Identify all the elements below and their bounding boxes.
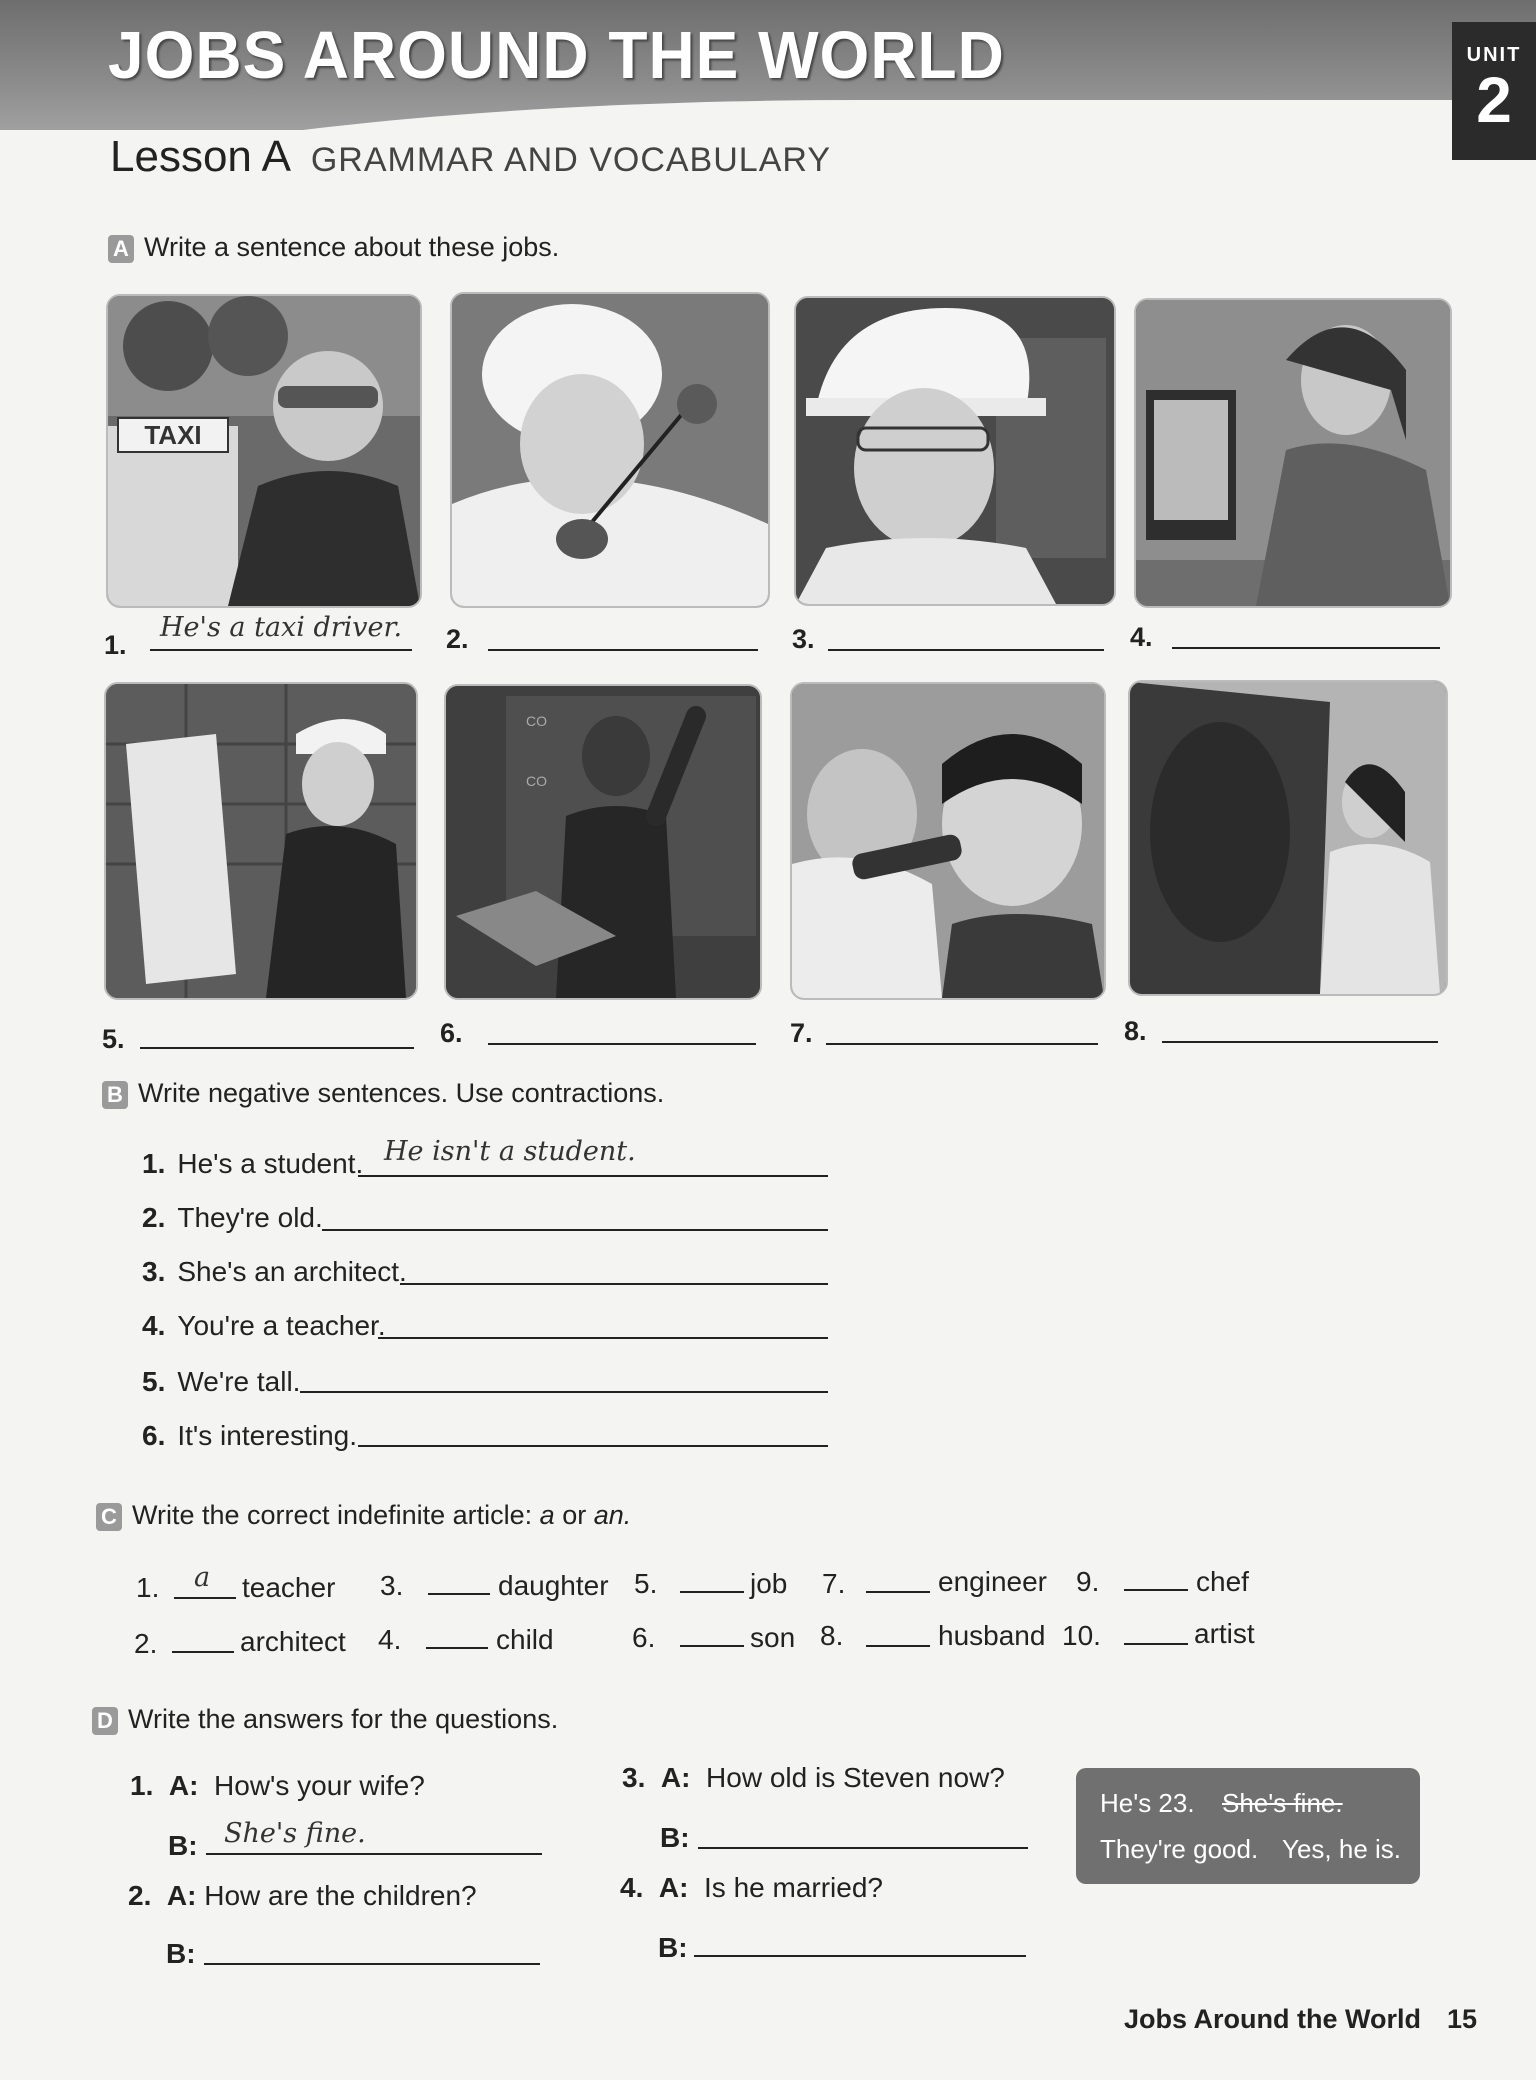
b-item-6-line[interactable] [358, 1444, 828, 1447]
b-item-5-number: 5. [142, 1366, 166, 1397]
a-item-1-line[interactable] [150, 648, 412, 651]
section-b-heading [102, 1078, 664, 1109]
c-item-4-line[interactable] [426, 1646, 488, 1649]
a-item-4-number: 4. [1130, 622, 1153, 652]
c-item-1-line[interactable] [174, 1596, 236, 1599]
b-item-3-number: 3. [142, 1256, 166, 1287]
c-item-1-answer[interactable]: a [194, 1562, 211, 1593]
d-item-3-question-text: How old is Steven now? [706, 1762, 1005, 1793]
artist-photo [1128, 680, 1448, 996]
b-item-3-prompt: She's an architect. [177, 1256, 407, 1287]
d-item-1-a-label: A: [168, 1770, 199, 1801]
b-item-4-prompt: You're a teacher. [177, 1310, 386, 1341]
c-item-9-number: 9. [1076, 1566, 1100, 1597]
page-footer [1124, 2004, 1477, 2035]
d-item-2-line[interactable] [204, 1962, 540, 1965]
c-item-3-line[interactable] [428, 1592, 490, 1595]
a-item-2-line[interactable] [488, 648, 758, 651]
section-c-heading [96, 1500, 631, 1531]
d-item-3-a-label: A: [660, 1762, 691, 1793]
c-item-2-number: 2. [134, 1628, 158, 1659]
a-item-1-number: 1. [104, 630, 127, 660]
doctor-photo [790, 682, 1106, 1000]
c-item-10-number: 10. [1062, 1620, 1101, 1651]
page-number: 15 [1447, 2004, 1478, 2034]
b-item-5 [142, 1366, 300, 1398]
d-item-4-a-label: A: [658, 1872, 689, 1903]
d-item-1-b: B: [168, 1830, 198, 1861]
section-d-badge: D [92, 1707, 118, 1735]
d-item-2-question [128, 1880, 477, 1912]
b-item-5-line[interactable] [300, 1390, 828, 1393]
b-item-6 [142, 1420, 357, 1452]
c-item-7-line[interactable] [866, 1590, 930, 1593]
d-item-2-number: 2. [128, 1880, 152, 1911]
b-item-2 [142, 1202, 323, 1234]
lesson-heading [110, 132, 831, 182]
unit-number: 2 [1476, 64, 1512, 136]
d-item-1-number: 1. [130, 1770, 154, 1801]
d-item-2-a-label: A: [166, 1880, 197, 1911]
taxi-driver-photo [106, 294, 422, 608]
section-b-badge: B [102, 1081, 128, 1109]
a-item-1-answer[interactable]: He's a taxi driver. [160, 612, 403, 643]
d-item-1-line[interactable] [206, 1852, 542, 1855]
b-item-1 [142, 1148, 363, 1180]
a-item-3-line[interactable] [828, 648, 1104, 651]
c-item-5-word: job [750, 1568, 788, 1599]
a-item-8-number: 8. [1124, 1016, 1147, 1046]
section-d-heading [92, 1704, 558, 1735]
d-item-1-answer[interactable]: She's fine. [224, 1818, 366, 1849]
section-c-or: or [554, 1500, 594, 1530]
a-item-7-line[interactable] [826, 1042, 1098, 1045]
section-c-option-a: a [539, 1500, 555, 1530]
d-item-3-number: 3. [622, 1762, 646, 1793]
b-item-6-number: 6. [142, 1420, 166, 1451]
c-item-9-line[interactable] [1124, 1588, 1188, 1591]
unit-badge [1452, 22, 1536, 160]
lesson-subtitle: GRAMMAR AND VOCABULARY [310, 141, 831, 179]
c-item-2-word: architect [240, 1626, 346, 1657]
d-item-4-question [620, 1872, 883, 1904]
c-item-6-number: 6. [632, 1622, 656, 1653]
a-item-5-number: 5. [102, 1024, 125, 1054]
d-item-2-b-label [166, 1938, 196, 1970]
architect-photo [104, 682, 418, 1000]
a-item-3-number: 3. [792, 624, 815, 654]
c-item-1-number: 1. [136, 1572, 160, 1603]
b-item-4-line[interactable] [378, 1336, 828, 1339]
c-item-7-word: engineer [938, 1566, 1047, 1597]
b-item-5-prompt: We're tall. [177, 1366, 301, 1397]
word-box-option-4: Yes, he is. [1282, 1834, 1402, 1864]
a-item-5-line[interactable] [140, 1046, 414, 1049]
d-item-3-question [622, 1762, 1005, 1794]
teacher-photo [444, 684, 762, 1000]
a-item-7-number: 7. [790, 1018, 813, 1048]
lesson-name: Lesson A [110, 132, 289, 181]
b-item-1-prompt: He's a student. [177, 1148, 364, 1179]
a-item-4-line[interactable] [1172, 646, 1440, 649]
d-item-4-b-label [658, 1932, 688, 1964]
c-item-8-number: 8. [820, 1620, 844, 1651]
b-item-4 [142, 1310, 386, 1342]
c-item-4-word: child [496, 1624, 554, 1655]
c-item-3-number: 3. [380, 1570, 404, 1601]
d-item-1-question-text: How's your wife? [214, 1770, 425, 1801]
a-item-6-number: 6. [440, 1018, 463, 1048]
b-item-1-line[interactable] [358, 1174, 828, 1177]
section-b-instruction: Write negative sentences. Use contractions. [138, 1078, 665, 1108]
office-worker-photo [1134, 298, 1452, 608]
c-item-3-word: daughter [498, 1570, 609, 1601]
c-item-5-number: 5. [634, 1568, 658, 1599]
c-item-4-number: 4. [378, 1624, 402, 1655]
chef-photo [450, 292, 770, 608]
b-item-2-line[interactable] [322, 1228, 828, 1231]
a-item-6-line[interactable] [488, 1042, 756, 1045]
svg-text:CO: CO [526, 773, 547, 789]
d-item-4-line[interactable] [694, 1954, 1026, 1957]
section-c-option-an: an. [593, 1500, 632, 1530]
section-a-badge: A [108, 235, 134, 263]
c-item-5-line[interactable] [680, 1590, 744, 1593]
b-item-2-number: 2. [142, 1202, 166, 1233]
b-item-1-answer[interactable]: He isn't a student. [384, 1136, 636, 1167]
d-item-3-b: B: [660, 1822, 690, 1853]
c-item-1-word: teacher [242, 1572, 336, 1603]
page-title: JOBS AROUND THE WORLD [108, 17, 1005, 93]
c-item-6-word: son [750, 1622, 796, 1653]
d-item-1-b-label [168, 1830, 198, 1862]
c-item-10-word: artist [1194, 1618, 1255, 1649]
a-item-8-line[interactable] [1162, 1040, 1438, 1043]
b-item-3 [142, 1256, 407, 1288]
engineer-photo [794, 296, 1116, 606]
word-box-option-1: He's 23. [1100, 1788, 1195, 1818]
d-item-4-question-text: Is he married? [704, 1872, 883, 1903]
c-item-2-line[interactable] [172, 1650, 234, 1653]
c-item-7-number: 7. [822, 1568, 846, 1599]
unit-label: UNIT [1466, 44, 1522, 66]
answer-word-box [1076, 1768, 1420, 1884]
section-c-instruction: Write the correct indefinite article: [132, 1500, 540, 1530]
c-item-6-line[interactable] [680, 1644, 744, 1647]
d-item-4-number: 4. [620, 1872, 644, 1903]
section-a-instruction: Write a sentence about these jobs. [144, 232, 560, 262]
b-item-1-number: 1. [142, 1148, 166, 1179]
c-item-9-word: chef [1196, 1566, 1249, 1597]
a-item-2-number: 2. [446, 624, 469, 654]
c-item-10-line[interactable] [1124, 1642, 1188, 1645]
c-item-8-word: husband [938, 1620, 1046, 1651]
header-curve [0, 100, 1460, 300]
b-item-4-number: 4. [142, 1310, 166, 1341]
svg-text:CO: CO [526, 713, 547, 729]
d-item-1-question [130, 1770, 425, 1802]
section-a-heading [108, 232, 559, 263]
d-item-4-b: B: [658, 1932, 688, 1963]
b-item-6-prompt: It's interesting. [177, 1420, 358, 1451]
d-item-3-b-label [660, 1822, 690, 1854]
c-item-8-line[interactable] [866, 1644, 930, 1647]
d-item-2-question-text: How are the children? [204, 1880, 477, 1911]
word-box-option-3: They're good. [1100, 1834, 1259, 1864]
b-item-2-prompt: They're old. [177, 1202, 323, 1233]
section-c-badge: C [96, 1503, 122, 1531]
word-box-option-2-crossed: She's fine. [1222, 1788, 1343, 1818]
section-d-instruction: Write the answers for the questions. [128, 1704, 559, 1734]
d-item-3-line[interactable] [698, 1846, 1028, 1849]
d-item-2-b: B: [166, 1938, 196, 1969]
b-item-3-line[interactable] [400, 1282, 828, 1285]
taxi-sign-text: TAXI [144, 420, 202, 450]
footer-title: Jobs Around the World [1124, 2004, 1421, 2034]
